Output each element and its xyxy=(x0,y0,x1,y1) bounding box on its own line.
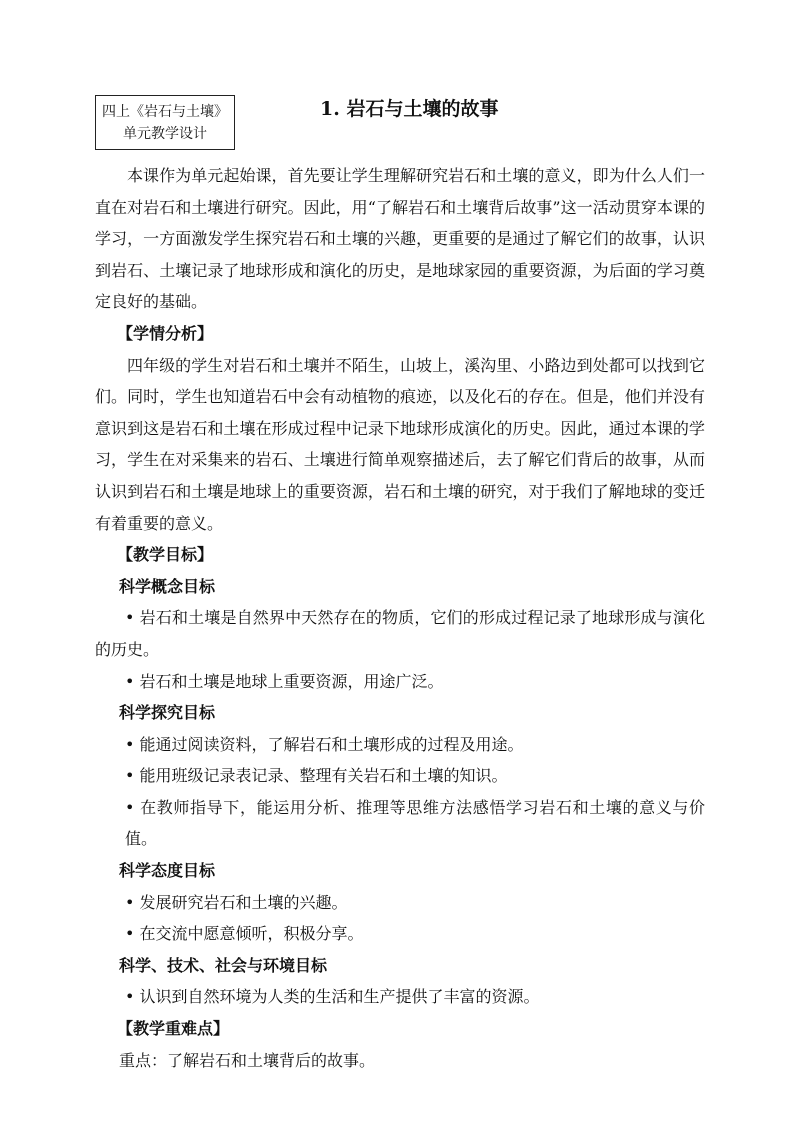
inquiry-item-3: • 在教师指导下，能运用分析、推理等思维方法感悟学习岩石和土壤的意义与价值。 xyxy=(125,797,705,849)
badge-line-2: 单元教学设计 xyxy=(123,125,207,142)
unit-badge xyxy=(95,95,235,150)
inquiry-item-2: • 能用班级记录表记录、整理有关岩石和土壤的知识。 xyxy=(125,766,508,786)
attitude-item-1: • 发展研究岩石和土壤的兴趣。 xyxy=(125,892,348,912)
concept-item-2: • 岩石和土壤是地球上重要资源，用途广泛。 xyxy=(125,671,444,691)
objectives-heading: 【教学目标】 xyxy=(117,545,214,565)
concept-objectives-heading: 科学概念目标 xyxy=(119,576,216,596)
learning-analysis-heading: 【学情分析】 xyxy=(117,323,214,343)
inquiry-item-1: • 能通过阅读资料，了解岩石和土壤形成的过程及用途。 xyxy=(125,734,524,754)
badge-line-1: 四上《岩石与土壤》 xyxy=(102,103,228,120)
attitude-item-2: • 在交流中愿意倾听，积极分享。 xyxy=(125,924,364,944)
intro-paragraph: 本课作为单元起始课，首先要让学生理解研究岩石和土壤的意义，即为什么人们一直在对岩石和土壤进行研究。因此，用“了解岩石和土壤背后故事”这一活动贯穿本课的学习，一方面激发学生探究岩石和土壤的兴趣，更重要的是通过了解它们的故事，认识到岩石、土壤记录了地球形成和演化的历史，是地球家园的重要资源，为后面的学习奠定良好的基础。 xyxy=(95,166,705,312)
sts-item-1: • 认识到自然环境为人类的生活和生产提供了丰富的资源。 xyxy=(125,987,540,1007)
attitude-objectives-heading: 科学态度目标 xyxy=(119,861,216,881)
learning-analysis-paragraph: 四年级的学生对岩石和土壤并不陌生，山坡上，溪沟里、小路边到处都可以找到它们。同时，学生也知道岩石中会有动植物的痕迹，以及化石的存在。但是，他们并没有意识到这是岩石和土壤在形成过程中记录下地球形成演化的历史。因此，通过本课的学习，学生在对采集来的岩石、土壤进行简单观察描述后，去了解它们背后的故事，从而认识到岩石和土壤是地球上的重要资源，岩石和土壤的研究，对于我们了解地球的变迁有着重要的意义。 xyxy=(95,355,705,533)
inquiry-objectives-heading: 科学探究目标 xyxy=(119,703,216,723)
key-points-heading: 【教学重难点】 xyxy=(117,1019,230,1039)
document-body xyxy=(95,160,705,1076)
sts-objectives-heading: 科学、技术、社会与环境目标 xyxy=(119,955,328,975)
key-point-focus: 重点：了解岩石和土壤背后的故事。 xyxy=(119,1050,376,1070)
lesson-title: 1. 岩石与土壤的故事 xyxy=(320,98,499,120)
concept-item-1: • 岩石和土壤是自然界中天然存在的物质，它们的形成过程记录了地球形成与演化的历史。 xyxy=(95,608,705,659)
